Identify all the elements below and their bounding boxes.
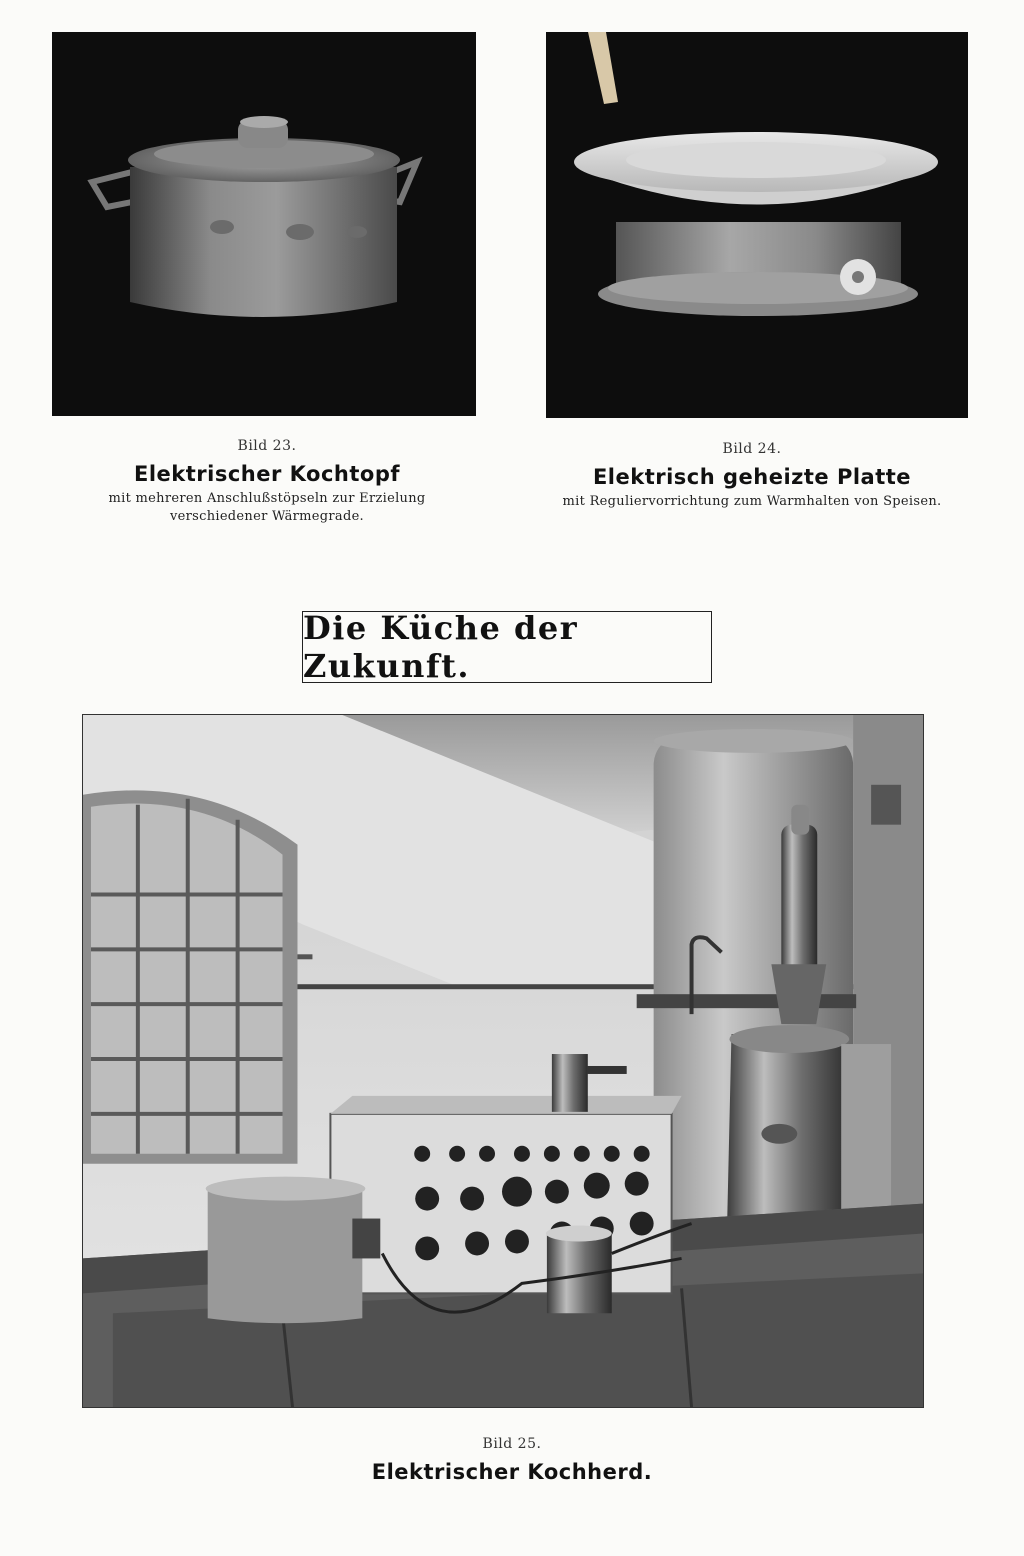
figure-24-title: Elektrisch geheizte Platte bbox=[592, 465, 912, 489]
figure-25-number: Bild 25. bbox=[482, 1436, 542, 1452]
figure-23-caption bbox=[72, 438, 462, 526]
heated-plate-photo bbox=[546, 32, 968, 418]
figure-25-title: Elektrischer Kochherd. bbox=[371, 1460, 653, 1484]
figure-23-description: mit mehreren Anschlußstöpseln zur Erzielung verschiedener Wärmegrade. bbox=[108, 491, 426, 524]
figure-24-description: mit Reguliervorrichtung zum Warmhalten von Speisen. bbox=[562, 494, 942, 509]
figure-23-number: Bild 23. bbox=[237, 438, 297, 454]
figure-24-caption bbox=[556, 441, 948, 511]
page-headline: Die Küche der Zukunft. bbox=[302, 611, 712, 683]
figure-24-number: Bild 24. bbox=[722, 441, 782, 457]
figure-25-caption bbox=[300, 1436, 724, 1484]
cooking-pot-photo bbox=[52, 32, 476, 416]
electric-stove-photo bbox=[82, 714, 924, 1408]
figure-23-title: Elektrischer Kochtopf bbox=[133, 462, 401, 486]
